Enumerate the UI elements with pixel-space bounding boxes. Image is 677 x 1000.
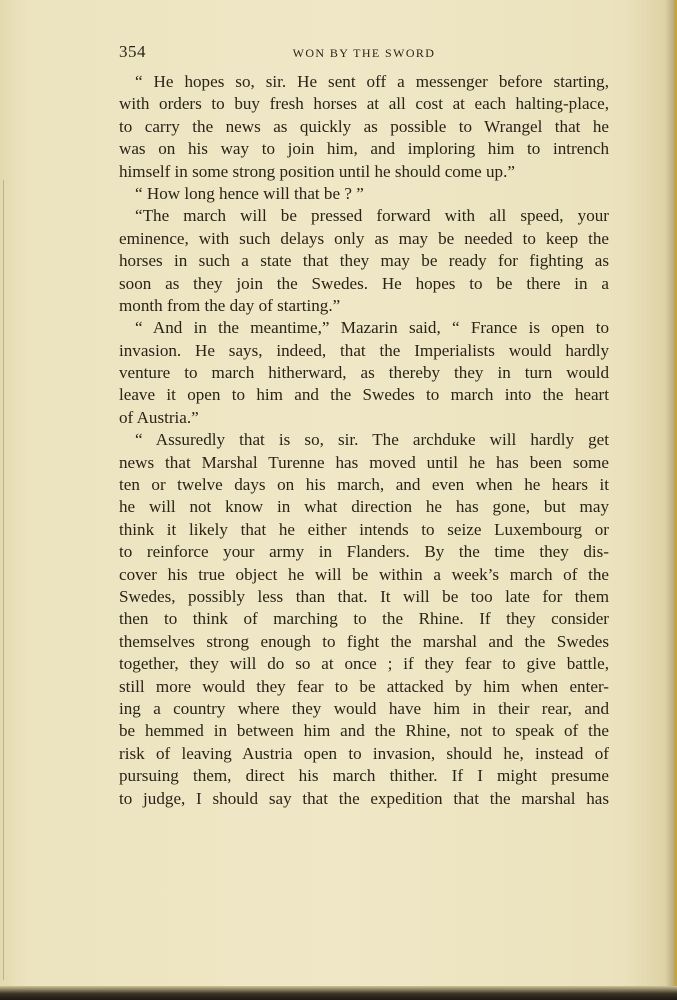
text-line: “ Assuredly that is so, sir. The archduke will hardly get	[135, 430, 609, 450]
text-line: of Austria.”	[119, 407, 199, 427]
text-line: leave it open to him and the Swedes to march into the heart	[119, 385, 609, 405]
text-line: with orders to buy fresh horses at all cost at each halting-place,	[119, 94, 609, 114]
text-line: themselves strong enough to fight the marshal and the Swedes	[119, 631, 609, 651]
text-line: Swedes, possibly less than that. It will be too late for them	[119, 586, 609, 606]
text-line: cover his true object he will be within a week’s march of the	[119, 564, 609, 584]
text-line: to judge, I should say that the expedition that the marshal has	[119, 788, 609, 808]
text-line: he will not know in what direction he has gone, but may	[119, 497, 609, 517]
text-line: news that Marshal Turenne has moved until he has been some	[119, 452, 609, 472]
text-line: “ He hopes so, sir. He sent off a messenger before starting,	[135, 72, 609, 91]
text-line: himself in some strong position until he should come up.”	[119, 161, 515, 181]
text-line: to reinforce your army in Flanders. By the time they dis-	[119, 542, 609, 562]
text-line: month from the day of starting.”	[119, 295, 341, 315]
text-line: ten or twelve days on his march, and even when he hears it	[119, 475, 609, 495]
text-line: was on his way to join him, and imploring him to intrench	[119, 139, 609, 159]
text-line: be hemmed in between him and the Rhine, not to speak of the	[119, 721, 609, 741]
text-line: horses in such a state that they may be ready for fighting as	[119, 251, 609, 271]
running-title: WON BY THE SWORD	[292, 46, 436, 60]
body-text	[119, 71, 609, 810]
text-line: ing a country where they would have him in their rear, and	[119, 698, 609, 718]
running-head	[119, 40, 609, 64]
text-line: pursuing them, direct his march thither. If I might presume	[119, 766, 609, 786]
text-line: then to think of marching to the Rhine. If they consider	[119, 609, 609, 629]
text-line: soon as they join the Swedes. He hopes to be there in a	[119, 273, 609, 293]
text-line: to carry the news as quickly as possible to Wrangel that he	[119, 116, 609, 136]
page-number: 354	[119, 42, 146, 61]
text-line: eminence, with such delays only as may be needed to keep the	[119, 228, 609, 248]
text-line: together, they will do so at once ; if they fear to give battle,	[119, 654, 609, 674]
text-line: “The march will be pressed forward with all speed, your	[135, 206, 609, 226]
text-line: still more would they fear to be attacked by him when enter-	[119, 676, 609, 696]
page-left-edge-line	[3, 180, 4, 980]
text-line: “ And in the meantime,” Mazarin said, “ France is open to	[135, 318, 609, 338]
page-bottom-edge	[0, 986, 677, 1000]
text-line: “ How long hence will that be ? ”	[135, 183, 364, 203]
text-line: risk of leaving Austria open to invasion, should he, instead of	[119, 743, 609, 763]
text-line: think it likely that he either intends to seize Luxembourg or	[119, 519, 609, 539]
text-line: venture to march hitherward, as thereby they in turn would	[119, 363, 609, 383]
text-line: invasion. He says, indeed, that the Imperialists would hardly	[119, 340, 609, 360]
